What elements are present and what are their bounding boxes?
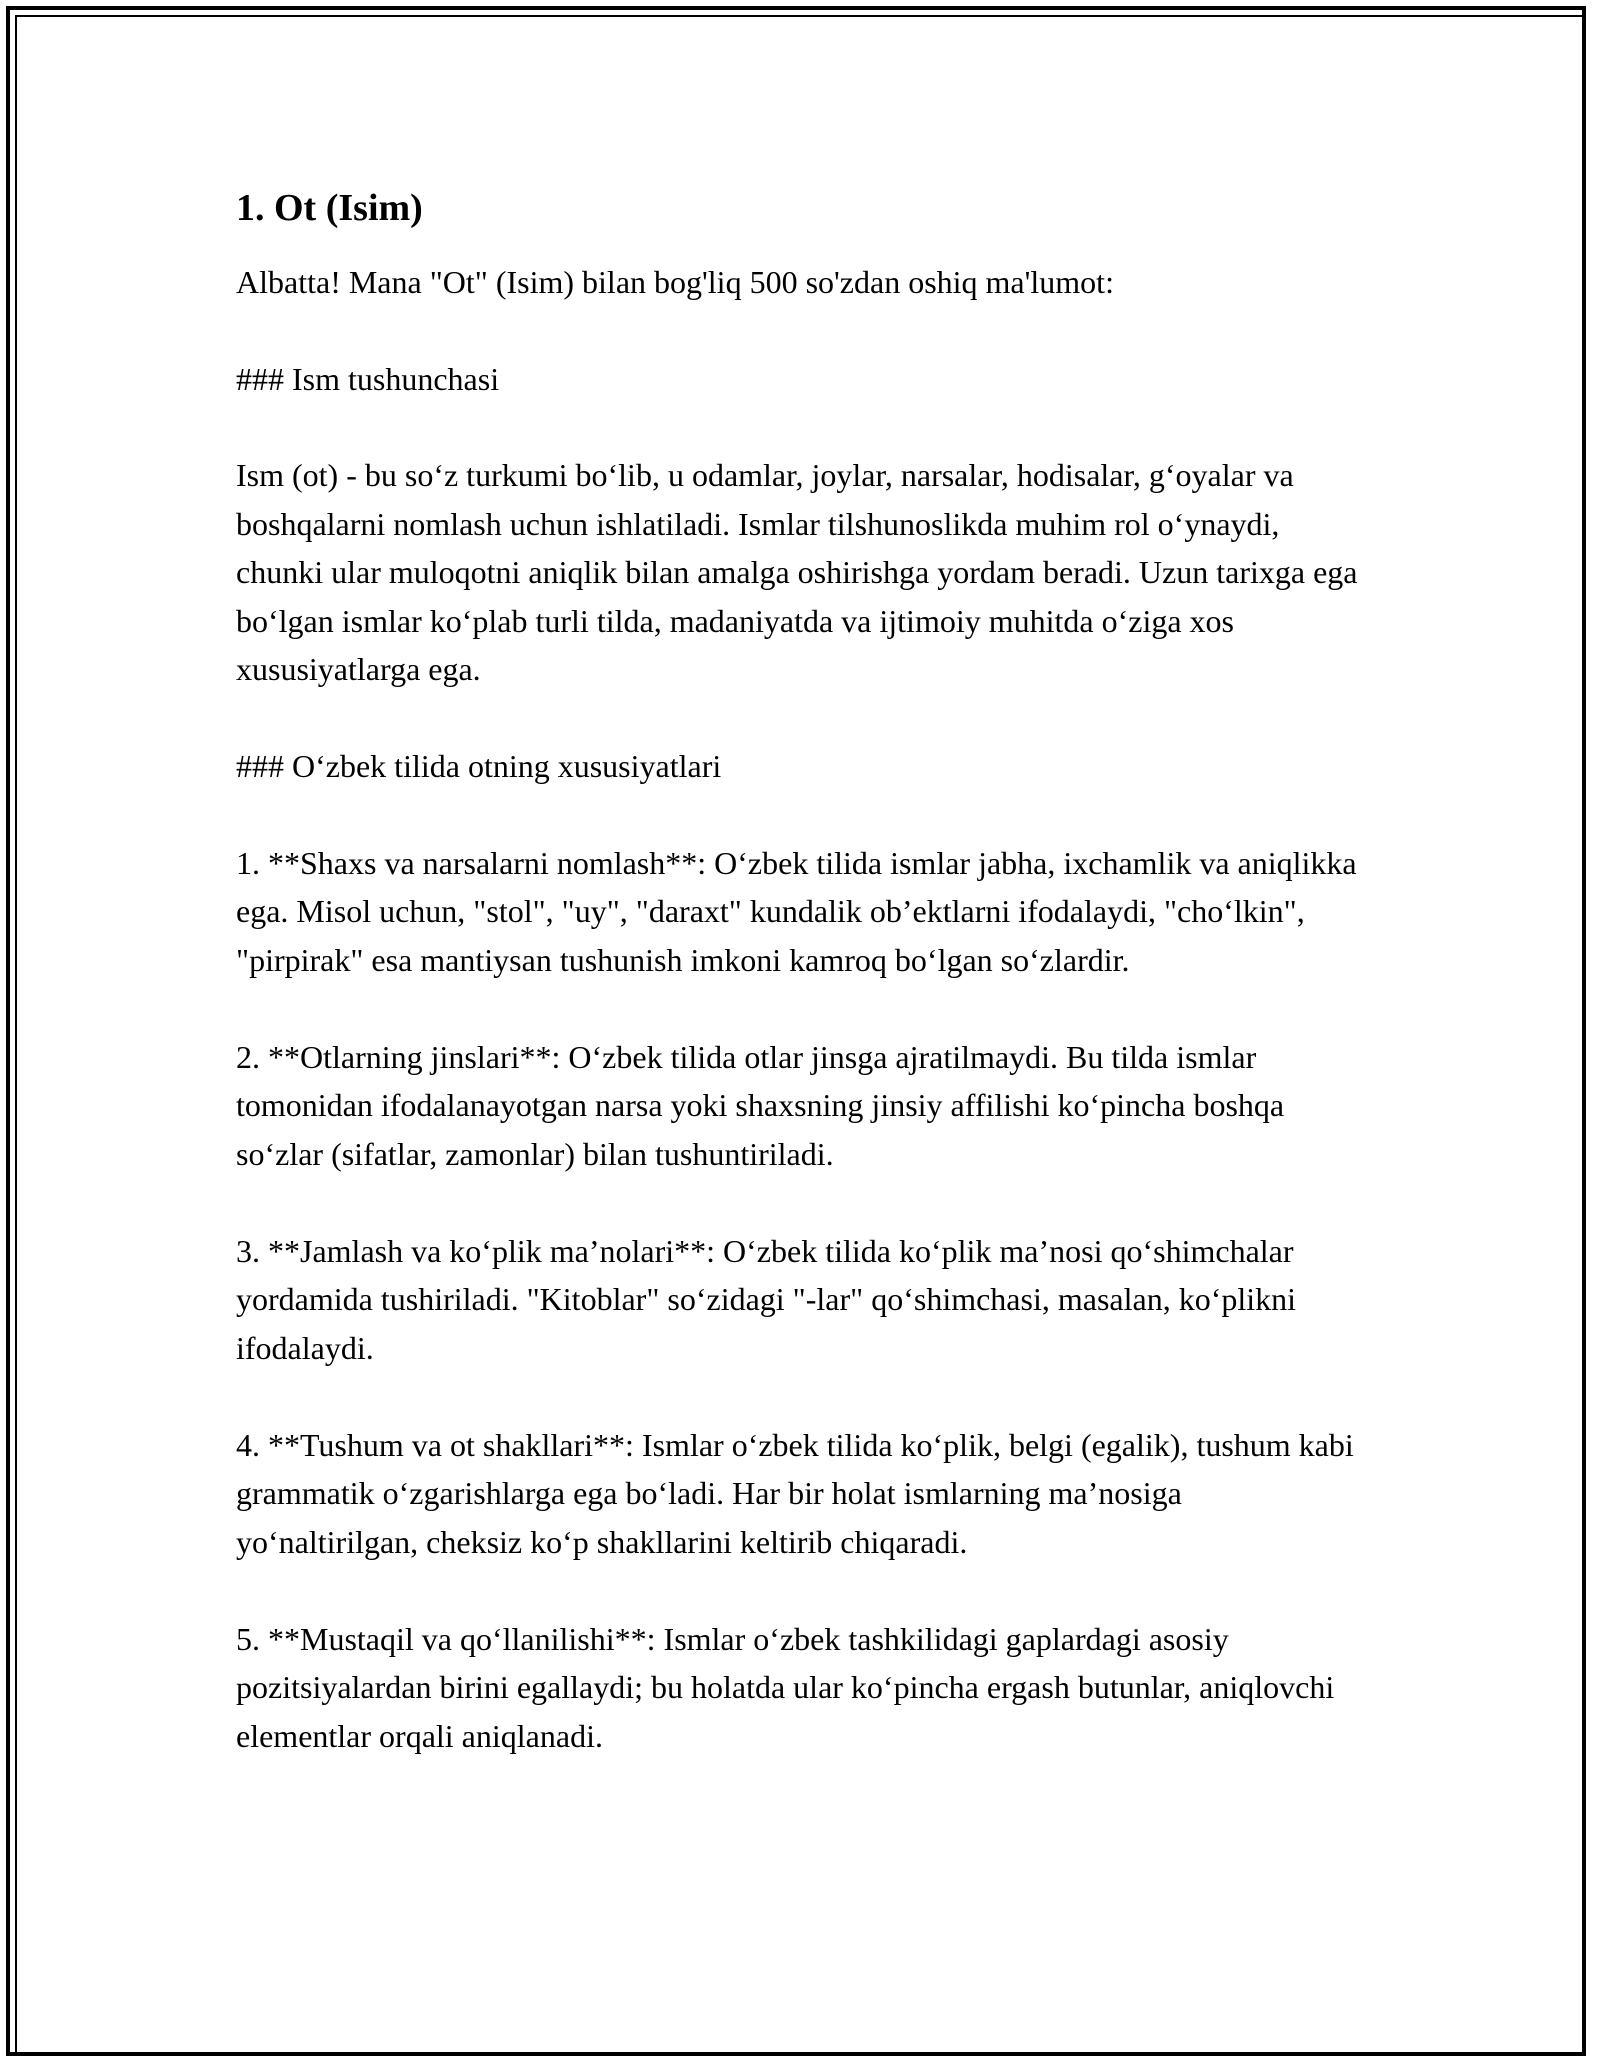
- section-heading-xususiyatlar: ### O‘zbek tilida otning xususiyatlari: [236, 748, 722, 784]
- document-body: [236, 184, 1366, 1809]
- list-item-5: 5. **Mustaqil va qo‘llanilishi**: Ismlar o‘zbek tashkilidagi gaplardagi asosiy pozitsiyalardan birini egallaydi; bu holatda ular ko‘pincha ergash butunlar, aniqlovchi elementlar orqali aniqlanadi.: [236, 1620, 1335, 1754]
- page-title: 1. Ot (Isim): [236, 187, 423, 229]
- section-heading-ism-tushunchasi: ### Ism tushunchasi: [236, 360, 500, 397]
- paragraph-ism-tushunchasi: Ism (ot) - bu so‘z turkumi bo‘lib, u odamlar, joylar, narsalar, hodisalar, g‘oyalar va boshqalarni nomlash uchun ishlatiladi. Ismlar tilshunoslikda muhim rol o‘ynaydi, chunki ular muloqotni aniqlik bilan amalga oshirishga yordam beradi. Uzun tarixga ega bo‘lgan ismlar ko‘plab turli tilda, madaniyatda va ijtimoiy muhitda o‘ziga xos xususiyatlarga ega.: [236, 457, 1358, 687]
- list-item-3: 3. **Jamlash va ko‘plik ma’nolari**: O‘zbek tilida ko‘plik ma’nosi qo‘shimchalar yordamida tushiriladi. "Kitoblar" so‘zidagi "-lar" qo‘shimchasi, masalan, ko‘plikni ifodalaydi.: [236, 1232, 1297, 1366]
- list-item-4: 4. **Tushum va ot shakllari**: Ismlar o‘zbek tilida ko‘plik, belgi (egalik), tushum kabi grammatik o‘zgarishlarga ega bo‘ladi. Har bir holat ismlarning ma’nosiga yo‘naltirilgan, cheksiz ko‘p shakllarini keltirib chiqaradi.: [236, 1426, 1354, 1560]
- intro-paragraph: Albatta! Mana "Ot" (Isim) bilan bog'liq 500 so'zdan oshiq ma'lumot:: [236, 264, 1114, 300]
- list-item-2: 2. **Otlarning jinslari**: O‘zbek tilida otlar jinsga ajratilmaydi. Bu tilda ismlar tomonidan ifodalanayotgan narsa yoki shaxsning jinsiy affilishi ko‘pincha boshqa so‘zlar (sifatlar, zamonlar) bilan tushuntiriladi.: [236, 1038, 1285, 1172]
- list-item-1: 1. **Shaxs va narsalarni nomlash**: O‘zbek tilida ismlar jabha, ixchamlik va aniqlikka ega. Misol uchun, "stol", "uy", "daraxt" kundalik ob’ektlarni ifodalaydi, "cho‘lkin", "pirpirak" esa mantiysan tushunish imkoni kamroq bo‘lgan so‘zlardir.: [236, 844, 1357, 978]
